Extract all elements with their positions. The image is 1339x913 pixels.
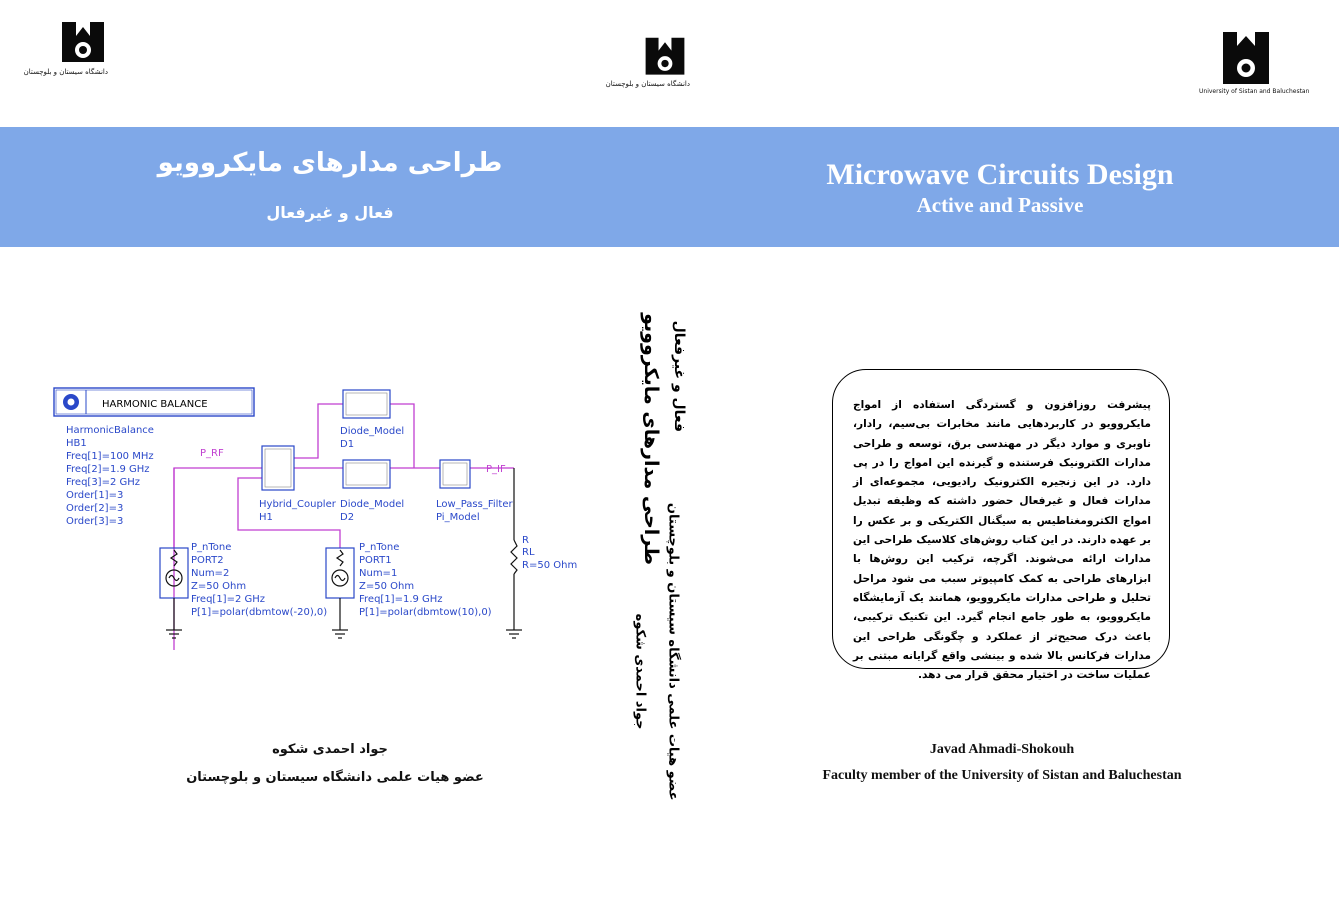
port1-param: Freq[1]=1.9 GHz bbox=[359, 594, 443, 605]
port1-param: P[1]=polar(dbmtow(10),0) bbox=[359, 607, 492, 618]
university-emblem-icon bbox=[640, 34, 690, 82]
port1-param: P_nTone bbox=[359, 542, 400, 553]
back-cover-title: طراحی مدارهای مایکروویو bbox=[157, 148, 503, 178]
university-emblem-icon bbox=[1199, 30, 1295, 88]
diode2-id: D2 bbox=[340, 512, 355, 523]
mixer-schematic bbox=[50, 380, 590, 650]
diode1-id: D1 bbox=[340, 439, 355, 450]
diode1-name: Diode_Model bbox=[340, 426, 405, 437]
hybrid-coupler-block bbox=[262, 446, 294, 490]
wire bbox=[294, 404, 343, 458]
hb-param: Freq[2]=1.9 GHz bbox=[66, 464, 150, 475]
net-label-if: P_IF bbox=[486, 464, 506, 475]
port1-resistor bbox=[337, 550, 343, 566]
spine-affiliation: عضو هیات علمی دانشگاه سیستان و بلوچستان bbox=[665, 502, 681, 801]
hb-param: Freq[3]=2 GHz bbox=[66, 477, 141, 488]
port1-param: PORT1 bbox=[359, 555, 392, 566]
abstract-text: پیشرفت روزافزون و گستردگی استفاده از امواج مایکروویو در کاربردهایی مانند مخابرات بی‌سیم، رادار، ناوبری و موارد دیگر در مهندسی برق، توسعه و طراحی مدارات الکترونیک فرستنده و گیرنده این امواج را در پی دارد. در این زنجیره الکترونیک رادیویی، مجموعه‌ای از مدارات فعال و غیرفعال حضور داشته که وظیفه تبدیل امواج الکترومغناطیس به سیگنال الکتریکی و بر عکس را بر عهده دارند. در این کتاب روش‌های کلاسیک طراحی این مدارات ارائه می‌شوند. اگرچه، ترکیب این روش‌ها با ابزارهای طراحی به کمک کامپیوتر سبب می شود مراحل تحلیل و طراحی مدارات مایکروویو، همانند یک آزمایشگاه مایکروویو، به طور جامع انجام گیرد. این تکنیک ترکیبی، باعث درک صحیح‌تر از عملکرد و چگونگی طراحی این مدارات فرکانس بالا شده و بینشی واقع گرایانه مبتنی بر عملیات ساخت در اختیار محقق قرار می دهد. bbox=[853, 399, 1151, 682]
hb-param: Order[3]=3 bbox=[66, 516, 124, 527]
author-affiliation-fa: عضو هیات علمی دانشگاه سیستان و بلوچستان bbox=[186, 770, 484, 785]
university-logo-left bbox=[23, 18, 108, 76]
hb-param: HB1 bbox=[66, 438, 87, 449]
port2-param: Z=50 Ohm bbox=[191, 581, 247, 592]
port1-param: Z=50 Ohm bbox=[359, 581, 415, 592]
port1-param: Num=1 bbox=[359, 568, 398, 579]
port2-param: PORT2 bbox=[191, 555, 224, 566]
university-emblem-icon bbox=[58, 18, 108, 70]
resistor-symbol bbox=[511, 540, 517, 574]
diode-d1-block bbox=[343, 390, 390, 418]
logo-caption: دانشگاه سیستان و بلوچستان bbox=[605, 80, 690, 88]
diode2-name: Diode_Model bbox=[340, 499, 405, 510]
spine-author: جواد احمدی شکوه bbox=[632, 613, 648, 730]
hb-param: Order[1]=3 bbox=[66, 490, 124, 501]
net-label-rf: P_RF bbox=[200, 448, 224, 459]
author-affiliation-en: Faculty member of the University of Sistan and Baluchestan bbox=[822, 768, 1182, 783]
resistor-label: R bbox=[522, 535, 529, 546]
spine-title: طراحی مدارهای مایکروویو bbox=[640, 313, 662, 565]
abstract-box bbox=[832, 369, 1170, 682]
diode-d2-block bbox=[343, 460, 390, 488]
author-name-en: Javad Ahmadi-Shokouh bbox=[929, 742, 1075, 757]
hb-param: Order[2]=3 bbox=[66, 503, 124, 514]
resistor-label: R=50 Ohm bbox=[522, 560, 578, 571]
hb-param: HarmonicBalance bbox=[66, 425, 154, 436]
logo-caption: دانشگاه سیستان و بلوچستان bbox=[23, 68, 108, 76]
university-logo-right bbox=[1199, 30, 1310, 95]
logo-caption: University of Sistan and Baluchestan bbox=[1199, 88, 1310, 95]
harmonic-balance-icon bbox=[63, 394, 79, 410]
port2-param: P_nTone bbox=[191, 542, 232, 553]
spine-subtitle: فعال و غیرفعال bbox=[671, 320, 687, 432]
author-name-fa: جواد احمدی شکوه bbox=[272, 742, 388, 757]
university-logo-center bbox=[605, 34, 690, 88]
resistor-label: RL bbox=[522, 547, 535, 558]
front-cover-subtitle: Active and Passive bbox=[916, 193, 1084, 217]
port2-param: P[1]=polar(dbmtow(-20),0) bbox=[191, 607, 328, 618]
lpf-name: Low_Pass_Filter bbox=[436, 499, 513, 510]
lpf-block bbox=[440, 460, 470, 488]
coupler-id: H1 bbox=[259, 512, 273, 523]
back-cover-subtitle: فعال و غیرفعال bbox=[266, 203, 394, 222]
front-cover-title: Microwave Circuits Design bbox=[826, 158, 1174, 191]
lpf-id: Pi_Model bbox=[436, 512, 480, 523]
port2-param: Freq[1]=2 GHz bbox=[191, 594, 266, 605]
port2-param: Num=2 bbox=[191, 568, 230, 579]
hb-param: Freq[1]=100 MHz bbox=[66, 451, 154, 462]
coupler-name: Hybrid_Coupler bbox=[259, 499, 336, 510]
harmonic-balance-label: HARMONIC BALANCE bbox=[102, 399, 208, 410]
